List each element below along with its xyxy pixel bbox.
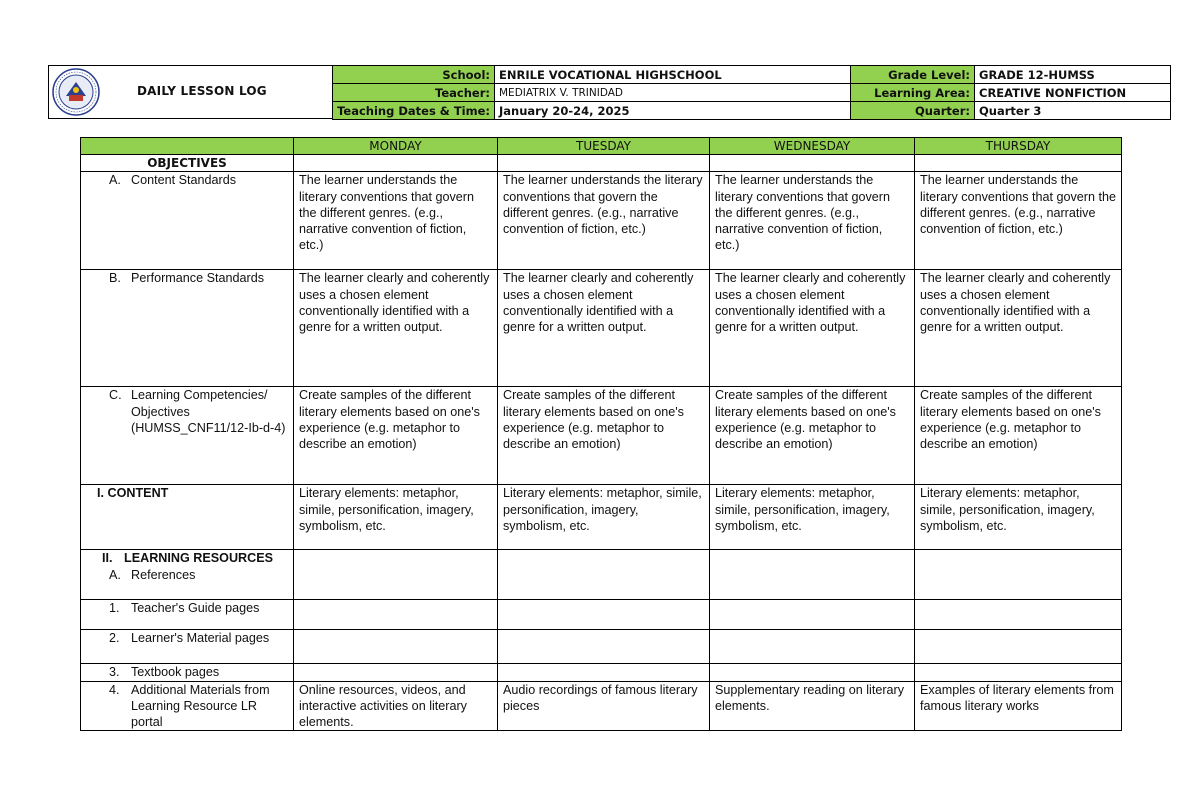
table-cell: The learner understands the literary conventions that govern the different genres. (e.g., narrative convention of fiction, etc.) [294,172,498,270]
table-cell: Online resources, videos, and interactive activities on literary elements. [294,681,498,731]
table-cell: The learner understands the literary conventions that govern the different genres. (e.g., narrative convention of fiction, etc.) [915,172,1122,270]
header-info-table [332,65,1171,120]
quarter-label: Quarter: [851,102,975,120]
row-number: 3. [109,665,120,680]
row-title: Learner's Material pages [131,631,270,646]
area-value: CREATIVE NONFICTION [975,84,1171,102]
row-label [86,172,288,188]
table-cell: Literary elements: metaphor, simile, personification, imagery, symbolism, etc. [710,485,915,550]
row-label [86,600,288,616]
textbook-row [81,664,1122,681]
deped-seal-icon [52,68,100,116]
row-number: C. [109,388,122,403]
table-cell: Audio recordings of famous literary pieces [498,681,710,731]
row-title: Content Standards [131,173,237,188]
row-number: 2. [109,631,120,646]
grade-label: Grade Level: [851,66,975,84]
table-cell: Supplementary reading on literary elements. [710,681,915,731]
table-cell: The learner understands the literary conventions that govern the different genres. (e.g., narrative convention of fiction, etc.) [710,172,915,270]
additional-materials-row [81,681,1122,731]
row-title: Additional Materials from Learning Resource LR portal [131,682,270,730]
table-cell: The learner clearly and coherently uses a chosen element conventionally identified with a genre for a written output. [710,270,915,387]
row-number: 1. [109,601,120,616]
row-label [86,270,288,286]
table-cell: Examples of literary elements from famous literary works [915,681,1122,731]
row-label [86,664,288,680]
table-cell: Create samples of the different literary elements based on one's experience (e.g. metaphor to describe an emotion) [710,387,915,485]
competencies-row [81,387,1122,485]
quarter-value: Quarter 3 [975,102,1171,120]
row-number: A. [109,173,121,188]
teachers-guide-row [81,600,1122,630]
row-title: Teacher's Guide pages [131,601,260,616]
dates-label: Teaching Dates & Time: [333,102,495,120]
day-monday: MONDAY [294,138,498,155]
grade-value: GRADE 12-HUMSS [975,66,1171,84]
table-cell: Literary elements: metaphor, simile, personification, imagery, symbolism, etc. [915,485,1122,550]
row-title: Learning Competencies/ Objectives (HUMSS_CNF11/12-Ib-d-4) [131,388,286,435]
school-label: School: [333,66,495,84]
row-title: Performance Standards [131,271,265,286]
table-cell: Create samples of the different literary elements based on one's experience (e.g. metaphor to describe an emotion) [498,387,710,485]
content-heading: I. CONTENT [81,485,294,550]
page-title: DAILY LESSON LOG [137,84,267,98]
content-row [81,485,1122,550]
dates-value: January 20-24, 2025 [495,102,851,120]
teacher-label: Teacher: [333,84,495,102]
table-cell: The learner understands the literary conventions that govern the different genres. (e.g., narrative convention of fiction, etc.) [498,172,710,270]
performance-standards-row [81,270,1122,387]
objectives-heading: OBJECTIVES [81,155,294,172]
row-title: LEARNING RESOURCES [124,551,274,566]
row-number: II. [102,551,113,566]
row-label [86,387,288,436]
references-label [86,567,288,583]
table-cell: The learner clearly and coherently uses a chosen element conventionally identified with a genre for a written output. [498,270,710,387]
teacher-value: MEDIATRIX V. TRINIDAD [495,84,851,102]
day-tuesday: TUESDAY [498,138,710,155]
corner-cell [81,138,294,155]
header-block [48,65,1168,119]
row-label [86,630,288,646]
row-title: Textbook pages [131,665,220,680]
row-number: 4. [109,682,120,697]
lesson-plan-table [80,137,1122,731]
objectives-row [81,155,1122,172]
area-label: Learning Area: [851,84,975,102]
day-header-row [81,138,1122,155]
row-label [86,550,288,566]
table-cell: Literary elements: metaphor, simile, personification, imagery, symbolism, etc. [498,485,710,550]
table-cell: Literary elements: metaphor, simile, personification, imagery, symbolism, etc. [294,485,498,550]
row-number: B. [109,271,121,286]
content-standards-row [81,172,1122,270]
table-cell: Create samples of the different literary elements based on one's experience (e.g. metaphor to describe an emotion) [294,387,498,485]
day-thursday: THURSDAY [915,138,1122,155]
table-cell: Create samples of the different literary elements based on one's experience (e.g. metaphor to describe an emotion) [915,387,1122,485]
learners-material-row [81,630,1122,664]
row-number: A. [109,567,121,582]
day-wednesday: WEDNESDAY [710,138,915,155]
row-title: References [131,567,196,582]
row-label [86,682,288,731]
school-value: ENRILE VOCATIONAL HIGHSCHOOL [495,66,851,84]
learning-resources-row [81,550,1122,600]
table-cell: The learner clearly and coherently uses a chosen element conventionally identified with a genre for a written output. [915,270,1122,387]
table-cell: The learner clearly and coherently uses a chosen element conventionally identified with a genre for a written output. [294,270,498,387]
